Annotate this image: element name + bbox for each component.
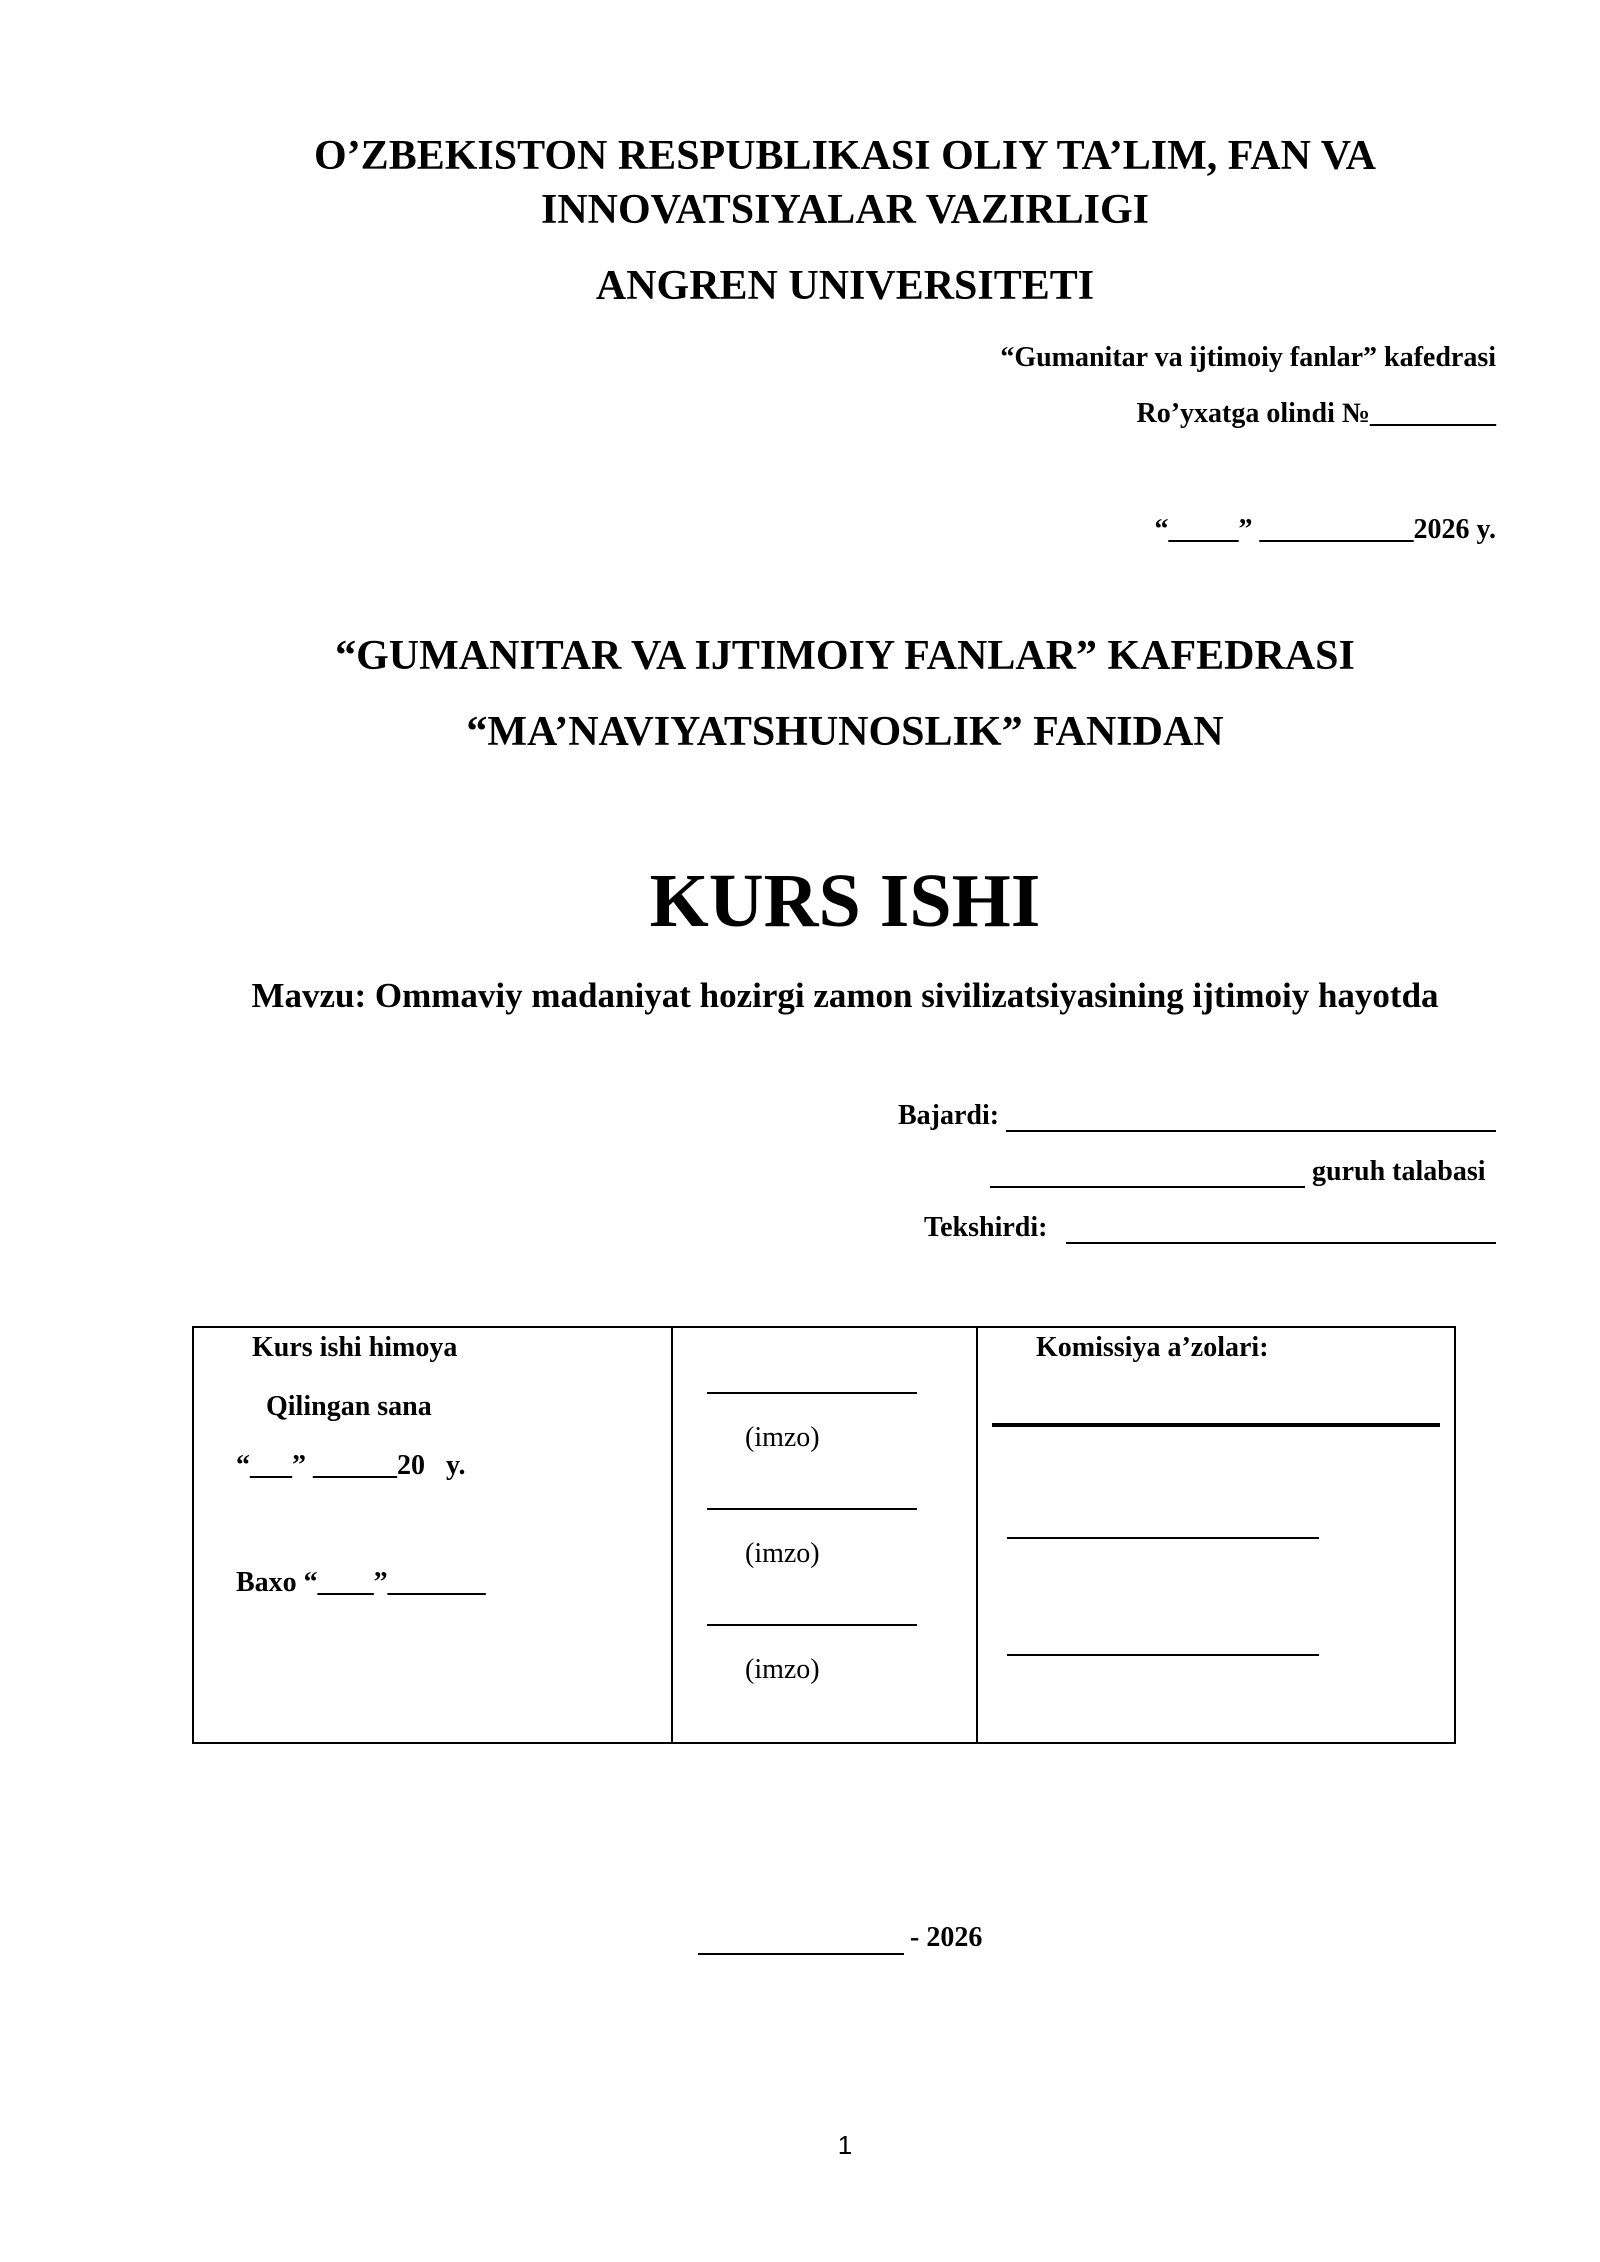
topic: Mavzu: Ommaviy madaniyat hozirgi zamon sivilizatsiyasining ijtimoiy hayotda	[251, 976, 1439, 1015]
signature-line-2	[707, 1508, 917, 1510]
signature-line-3	[707, 1624, 917, 1626]
signature-line-1	[707, 1392, 917, 1394]
course-title: “MA’NAVIYATSHUNOSLIK” FANIDAN	[466, 709, 1224, 755]
document-title: KURS ISHI	[649, 859, 1041, 943]
page-number: 1	[837, 2130, 853, 2160]
done-by-label: Bajardi:	[898, 1100, 1000, 1131]
university-name: ANGREN UNIVERSITETI	[595, 263, 1095, 309]
registration-number: Ro’yxatga olindi №_________	[1136, 398, 1496, 429]
done-by-line	[1006, 1130, 1496, 1132]
commission-line-1	[992, 1423, 1440, 1427]
signature-label-1: (imzo)	[745, 1422, 820, 1453]
defense-date: “___” ______20 y.	[236, 1450, 466, 1481]
year-label: - 2026	[910, 1922, 983, 1953]
checked-by-line	[1066, 1242, 1496, 1244]
grade-label: Baxo “____”_______	[236, 1567, 486, 1598]
checked-by-label: Tekshirdi:	[924, 1212, 1048, 1243]
ministry-line-1: O’ZBEKISTON RESPUBLIKASI OLIY TA’LIM, FAN VA	[314, 133, 1376, 179]
group-student-label: guruh talabasi	[1312, 1156, 1486, 1187]
table-divider-1	[671, 1326, 673, 1744]
group-line	[990, 1186, 1305, 1188]
department-name: “Gumanitar va ijtimoiy fanlar” kafedrasi	[1000, 342, 1496, 373]
year-line	[698, 1953, 904, 1955]
ministry-line-2: INNOVATSIYALAR VAZIRLIGI	[540, 187, 1150, 233]
signature-label-3: (imzo)	[745, 1654, 820, 1685]
defense-table	[192, 1326, 1456, 1744]
registration-date: “_____” ___________2026 y.	[1154, 514, 1496, 545]
commission-line-2	[1007, 1537, 1319, 1539]
defense-label-2: Qilingan sana	[266, 1391, 432, 1422]
commission-line-3	[1007, 1654, 1319, 1656]
department-title: “GUMANITAR VA IJTIMOIY FANLAR” KAFEDRASI	[335, 633, 1355, 679]
signature-label-2: (imzo)	[745, 1538, 820, 1569]
commission-title: Komissiya a’zolari:	[1036, 1332, 1269, 1363]
defense-label-1: Kurs ishi himoya	[252, 1332, 458, 1363]
table-divider-2	[976, 1326, 978, 1744]
